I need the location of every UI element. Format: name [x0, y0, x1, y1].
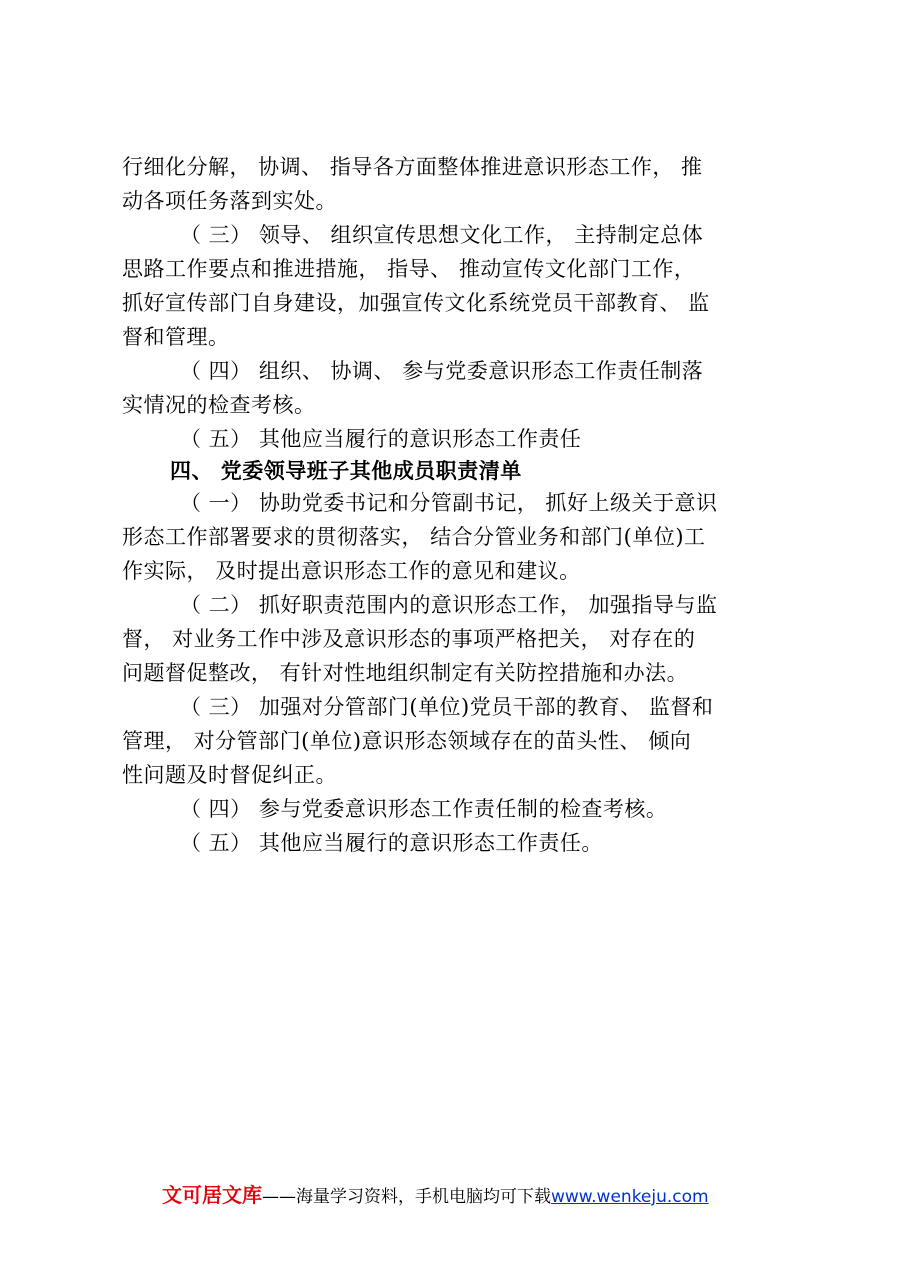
footer-link[interactable]: www.wenkeju.com	[551, 1187, 709, 1207]
body-text-line: （ 四） 组织、 协调、 参与党委意识形态工作责任制落	[180, 359, 704, 383]
body-text-line: 实情况的检查考核。	[122, 393, 316, 417]
body-text-line: （ 二） 抓好职责范围内的意识形态工作， 加强指导与监	[180, 593, 718, 617]
body-text-line: 作实际， 及时提出意识形态工作的意见和建议。	[122, 559, 581, 583]
body-text-line: 督， 对业务工作中涉及意识形态的事项严格把关， 对存在的	[122, 627, 696, 651]
section-heading: 四、 党委领导班子其他成员职责清单	[170, 459, 522, 483]
body-text-line: （ 三） 加强对分管部门(单位)党员干部的教育、 监督和	[180, 695, 714, 719]
body-text-line: 思路工作要点和推进措施， 指导、 推动宣传文化部门工作，	[122, 257, 696, 281]
body-text-line: 管理， 对分管部门(单位)意识形态领域存在的苗头性、 倾向	[122, 729, 692, 753]
body-text-line: （ 四） 参与党委意识形态工作责任制的检查考核。	[180, 797, 668, 821]
body-text-line: 动各项任务落到实处。	[122, 189, 337, 213]
body-text-line: 督和管理。	[122, 325, 230, 349]
body-text-line: （ 五） 其他应当履行的意识形态工作责任	[180, 427, 582, 451]
body-text-line: 形态工作部署要求的贯彻落实， 结合分管业务和部门(单位)工	[122, 525, 706, 549]
body-text-line: 行细化分解， 协调、 指导各方面整体推进意识形态工作， 推	[122, 155, 703, 179]
footer-brand: 文可居文库	[162, 1183, 262, 1207]
body-text-line: （ 一） 协助党委书记和分管副书记， 抓好上级关于意识	[180, 491, 718, 515]
footer-banner	[162, 1182, 709, 1210]
body-text-line: 抓好宣传部门自身建设，加强宣传文化系统党员干部教育、 监	[122, 291, 710, 315]
footer-tagline: ——海量学习资料，手机电脑均可下载	[262, 1187, 551, 1207]
body-text-line: （ 三） 领导、 组织宣传思想文化工作， 主持制定总体	[180, 223, 704, 247]
body-text-line: 问题督促整改， 有针对性地组织制定有关防控措施和办法。	[122, 661, 689, 685]
body-text-line: 性问题及时督促纠正。	[122, 763, 337, 787]
body-text-line: （ 五） 其他应当履行的意识形态工作责任。	[180, 831, 603, 855]
